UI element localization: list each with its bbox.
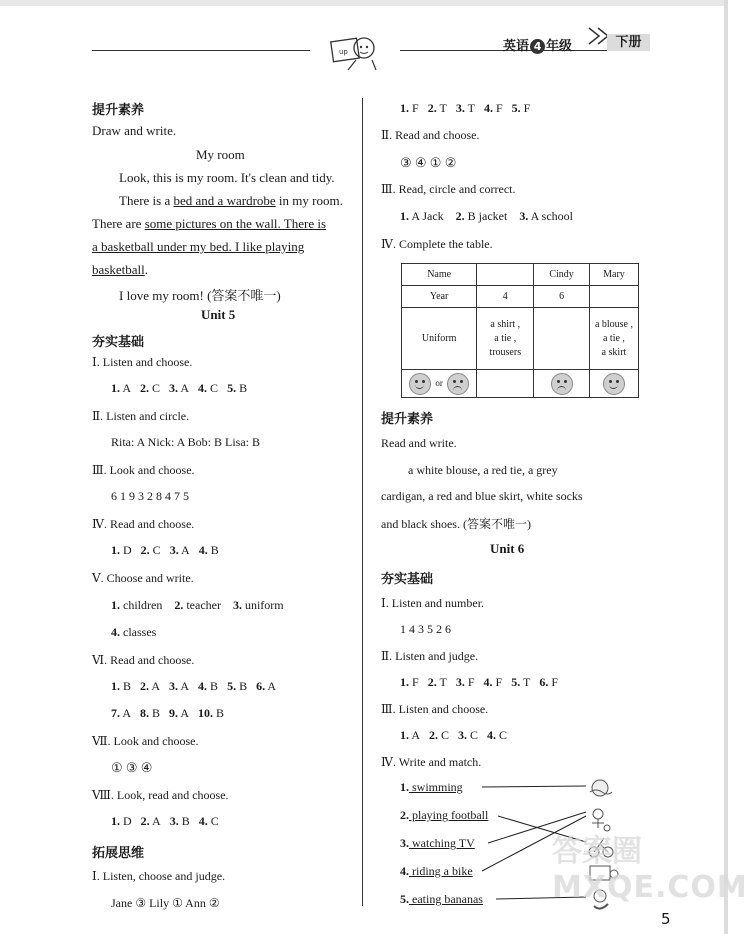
answer-line: 1. A 2. C 3. A 4. C 5. B	[111, 381, 248, 395]
smile-face-icon	[603, 373, 625, 395]
sad-face-icon	[551, 373, 573, 395]
question-instruction: Ⅰ. Listen, choose and judge.	[92, 869, 226, 883]
question-instruction: Ⅲ. Listen and choose.	[381, 702, 489, 716]
match-item: 3. watching TV	[400, 836, 475, 850]
question-instruction: Ⅷ. Look, read and choose.	[92, 788, 229, 802]
table-header-cell: Name	[402, 264, 477, 286]
table-header-cell: Year	[402, 286, 477, 308]
header-subject: 英语 4 年级	[503, 39, 573, 54]
essay-line: I love my room! (答案不唯一)	[119, 288, 281, 303]
answer-line: 1. F 2. T 3. F 4. F 5. T 6. F	[400, 675, 558, 689]
grade-number-badge: 4	[530, 39, 545, 54]
question-instruction: Ⅱ. Read and choose.	[381, 128, 480, 142]
answer-line: 1. children 2. teacher 3. uniform	[111, 598, 284, 612]
table-face-legend: or	[402, 370, 477, 398]
answer-line: ③ ④ ① ②	[400, 155, 457, 170]
question-instruction: Ⅳ. Read and choose.	[92, 517, 195, 531]
instruction-read-write: Read and write.	[381, 436, 457, 450]
answer-line: Jane ③ Lily ① Ann ②	[111, 896, 220, 910]
column-divider	[362, 98, 363, 906]
table-header-cell: Uniform	[402, 308, 477, 370]
match-item: 4. riding a bike	[400, 864, 473, 878]
table-cell	[534, 370, 590, 398]
question-instruction: Ⅰ. Listen and number.	[381, 596, 485, 610]
header-mascot-icon	[326, 30, 382, 74]
match-item: 2. playing football	[400, 808, 489, 822]
essay-line: Look, this is my room. It's clean and tidy.	[119, 170, 335, 185]
answer-line: 6 1 9 3 2 8 4 7 5	[111, 489, 189, 503]
smile-face-icon	[409, 373, 431, 395]
answer-line: 1. F 2. T 3. T 4. F 5. F	[400, 101, 531, 115]
question-instruction: Ⅳ. Complete the table.	[381, 237, 493, 251]
watermark-logo: 答案圈	[552, 834, 642, 869]
table-cell	[589, 370, 638, 398]
table-cell	[477, 370, 534, 398]
question-instruction: Ⅲ. Look and choose.	[92, 463, 195, 477]
instruction-draw-write: Draw and write.	[92, 123, 177, 138]
section-title-tuozhan: 拓展思维	[92, 846, 145, 861]
question-instruction: Ⅶ. Look and choose.	[92, 734, 199, 748]
table-cell: a blouse , a tie , a skirt	[589, 308, 638, 370]
answer-line: 1. A 2. C 3. C 4. C	[400, 728, 508, 742]
table-cell	[534, 308, 590, 370]
table-cell: a shirt , a tie , trousers	[477, 308, 534, 370]
answer-line: 7. A 8. B 9. A 10. B	[111, 706, 225, 720]
essay-line: a basketball under my bed. I like playing	[92, 239, 305, 254]
swimming-picture-icon	[590, 780, 612, 796]
table-cell: Mary	[589, 264, 638, 286]
answer-line: 1. D 2. C 3. A 4. B	[111, 543, 219, 557]
answer-line: 4. classes	[111, 625, 157, 639]
answer-line: 1. B 2. A 3. A 4. B 5. B 6. A	[111, 679, 277, 693]
essay-line: and black shoes. (答案不唯一)	[381, 517, 531, 531]
question-instruction: Ⅵ. Read and choose.	[92, 653, 195, 667]
scan-right-border	[724, 0, 728, 934]
match-item: 1. swimming	[400, 780, 463, 794]
essay-line: cardigan, a red and blue skirt, white socks	[381, 489, 583, 503]
essay-line: basketball.	[92, 262, 148, 277]
answer-line: 1. A Jack 2. B jacket 3. A school	[400, 209, 573, 223]
question-instruction: Ⅱ. Listen and judge.	[381, 649, 479, 663]
sad-face-icon	[447, 373, 469, 395]
section-title-tisheng: 提升素养	[92, 103, 145, 118]
answer-line: 1. D 2. A 3. B 4. C	[111, 814, 219, 828]
question-instruction: Ⅱ. Listen and circle.	[92, 409, 190, 423]
table-cell: 4	[477, 286, 534, 308]
header-rule-left	[92, 50, 310, 51]
match-line	[482, 786, 586, 787]
watermark-url: MXQE.COM	[552, 870, 748, 905]
essay-line: a white blouse, a red tie, a grey	[408, 463, 558, 477]
answer-line: ① ③ ④	[111, 760, 153, 775]
svg-text:up: up	[339, 48, 348, 56]
header-volume: 下册	[607, 34, 650, 51]
question-instruction: Ⅳ. Write and match.	[381, 755, 482, 769]
question-instruction: Ⅴ. Choose and write.	[92, 571, 194, 585]
essay-title: My room	[196, 147, 245, 162]
uniform-table	[401, 263, 639, 398]
answer-line: Rita: A Nick: A Bob: B Lisa: B	[111, 435, 261, 449]
section-title-hangshi: 夯实基础	[381, 572, 434, 587]
question-instruction: Ⅰ. Listen and choose.	[92, 355, 193, 369]
match-item: 5. eating bananas	[400, 892, 483, 906]
page-number: 5	[661, 910, 671, 928]
table-cell	[477, 264, 534, 286]
scan-top-border	[0, 0, 728, 6]
unit-heading: Unit 6	[490, 541, 525, 556]
table-cell: Cindy	[534, 264, 590, 286]
table-cell	[589, 286, 638, 308]
section-title-tisheng: 提升素养	[381, 412, 434, 427]
section-title-hangshi: 夯实基础	[92, 335, 145, 350]
question-instruction: Ⅲ. Read, circle and correct.	[381, 182, 516, 196]
essay-line: There are some pictures on the wall. There is	[92, 216, 327, 231]
essay-line: There is a bed and a wardrobe in my room.	[119, 193, 343, 208]
unit-heading: Unit 5	[201, 307, 236, 322]
answer-line: 1 4 3 5 2 6	[400, 622, 451, 636]
table-cell: 6	[534, 286, 590, 308]
